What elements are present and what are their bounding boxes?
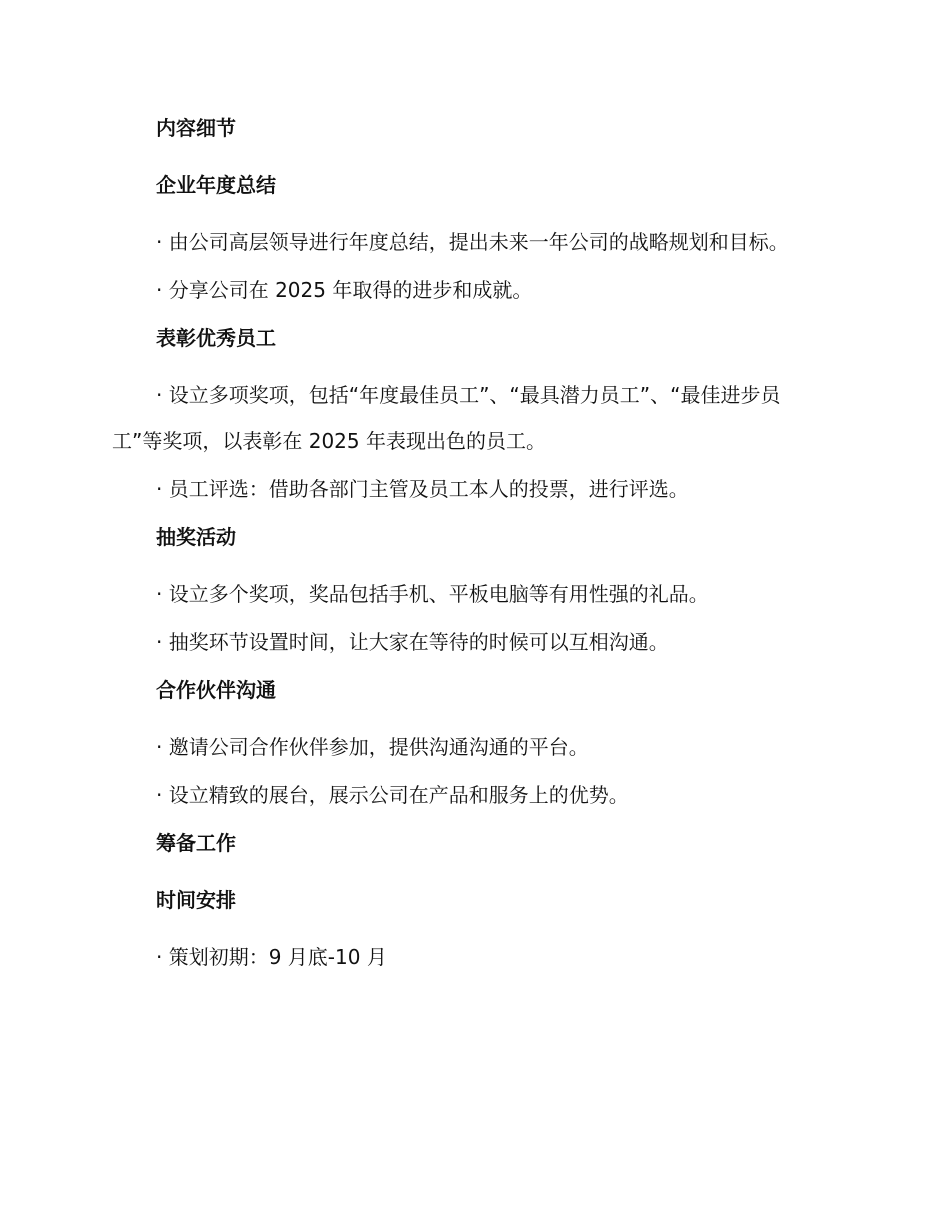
heading-preparation: 筹备工作	[156, 831, 236, 855]
para-awards-list: · 设立多项奖项，包括“年度最佳员工”、“最具潜力员工”、“最佳进步员工”等奖项，以表彰在 2025 年表现出色的员工。	[112, 383, 781, 453]
heading-annual-summary: 企业年度总结	[156, 173, 276, 197]
para-planning-phase: · 策划初期：9 月底-10 月	[156, 945, 387, 969]
para-staff-selection: · 员工评选：借助各部门主管及员工本人的投票，进行评选。	[156, 477, 689, 501]
para-exhibition-booth: · 设立精致的展台，展示公司在产品和服务上的优势。	[156, 783, 629, 807]
para-lottery-prizes: · 设立多个奖项，奖品包括手机、平板电脑等有用性强的礼品。	[156, 582, 709, 606]
heading-content-details: 内容细节	[156, 116, 236, 140]
para-invite-partners: · 邀请公司合作伙伴参加，提供沟通沟通的平台。	[156, 735, 589, 759]
heading-recognize-staff: 表彰优秀员工	[156, 326, 276, 350]
heading-lottery: 抽奖活动	[156, 525, 236, 549]
para-leadership-summary: · 由公司高层领导进行年度总结，提出未来一年公司的战略规划和目标。	[156, 230, 789, 254]
para-lottery-time: · 抽奖环节设置时间，让大家在等待的时候可以互相沟通。	[156, 630, 669, 654]
para-share-achievements: · 分享公司在 2025 年取得的进步和成就。	[156, 278, 533, 302]
document-body	[112, 114, 824, 991]
heading-schedule: 时间安排	[156, 888, 236, 912]
heading-partner-communication: 合作伙伴沟通	[156, 678, 276, 702]
